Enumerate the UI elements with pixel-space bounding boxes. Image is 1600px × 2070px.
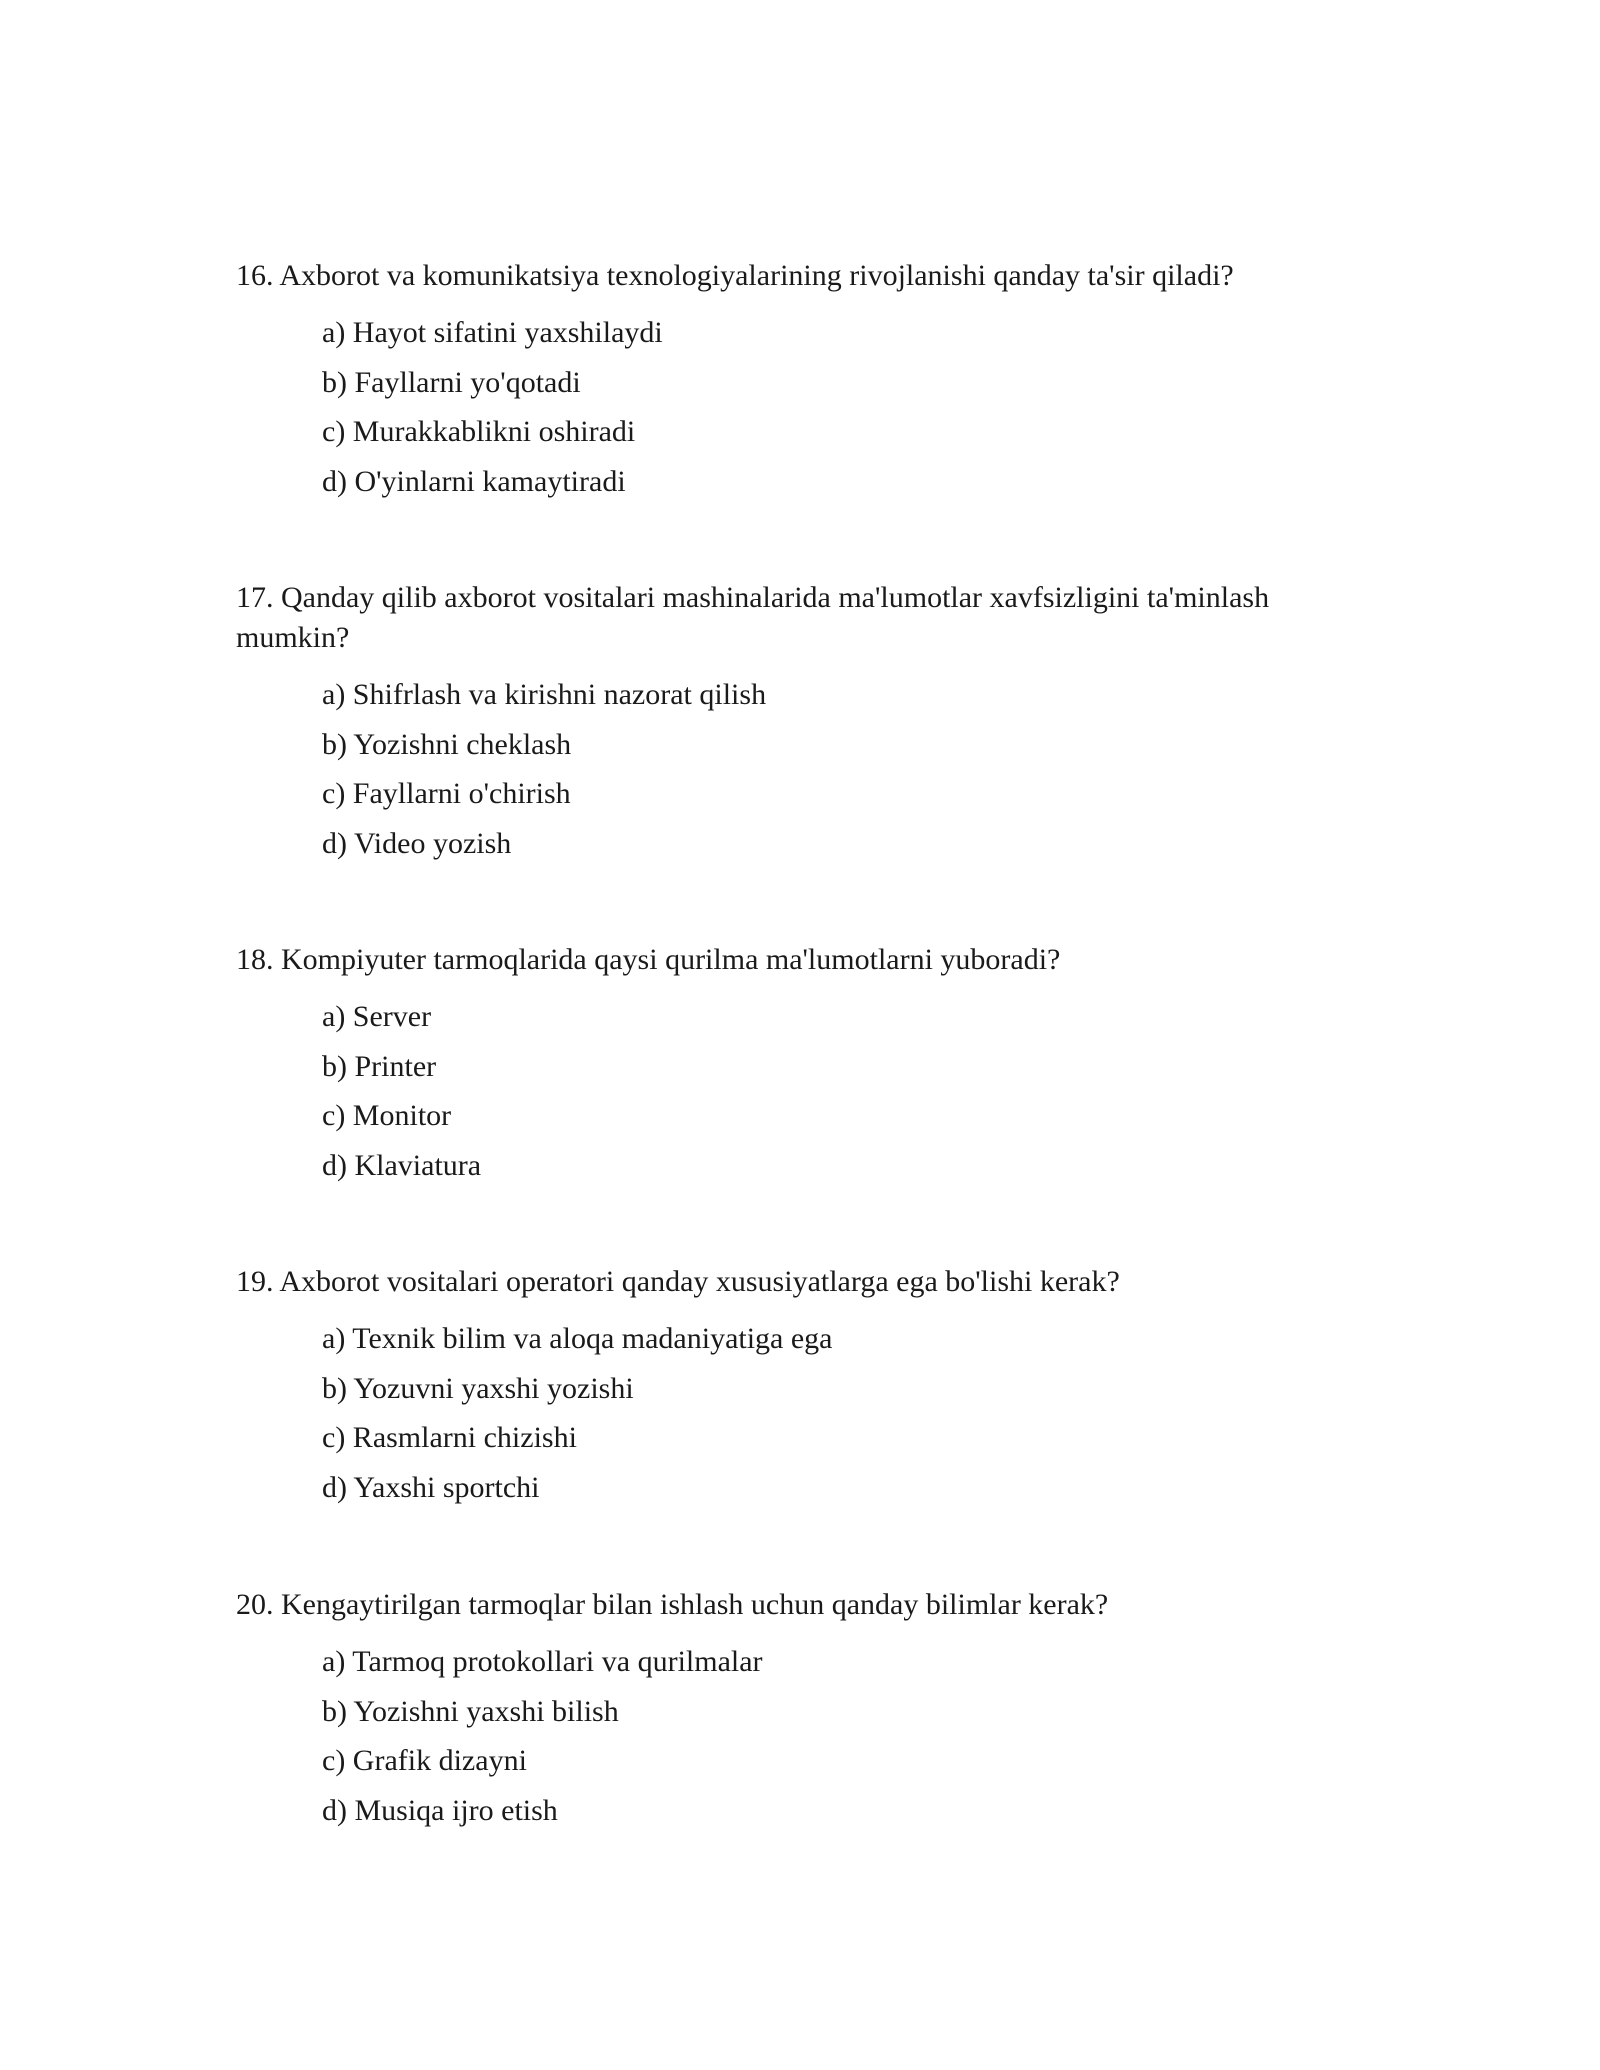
answer-option: a) Texnik bilim va aloqa madaniyatiga ega [322, 1322, 833, 1355]
answer-option: b) Yozuvni yaxshi yozishi [322, 1371, 634, 1405]
answer-option: d) Musiqa ijro etish [322, 1793, 558, 1827]
answer-options [236, 675, 1356, 873]
answer-option: c) Murakkablikni oshiradi [322, 415, 636, 448]
question-text: 19. Axborot vositalari operatori qanday xususiyatlarga ega bo'lishi kerak? [236, 1265, 1120, 1298]
question-17 [236, 578, 1356, 873]
question-16 [236, 256, 1356, 511]
answer-option: d) Video yozish [322, 826, 512, 860]
answer-options [236, 997, 1356, 1195]
question-20 [236, 1585, 1356, 1840]
answer-option: c) Monitor [322, 1099, 452, 1132]
question-text: 17. Qanday qilib axborot vositalari mashinalarida ma'lumotlar xavfsizligini ta'minlash mumkin? [236, 581, 1270, 654]
answer-option: b) Yozishni cheklash [322, 727, 572, 761]
answer-option: a) Server [322, 1000, 432, 1033]
answer-options [236, 313, 1356, 511]
answer-option: b) Printer [322, 1049, 437, 1083]
answer-option: b) Fayllarni yo'qotadi [322, 365, 581, 399]
question-text: 16. Axborot va komunikatsiya texnologiyalarining rivojlanishi qanday ta'sir qiladi? [236, 259, 1234, 292]
answer-option: a) Shifrlash va kirishni nazorat qilish [322, 678, 767, 711]
answer-option: d) Klaviatura [322, 1148, 482, 1182]
question-text: 18. Kompiyuter tarmoqlarida qaysi qurilma ma'lumotlarni yuboradi? [236, 943, 1061, 976]
answer-option: c) Rasmlarni chizishi [322, 1421, 577, 1454]
answer-option: c) Grafik dizayni [322, 1744, 527, 1777]
answer-option: b) Yozishni yaxshi bilish [322, 1694, 619, 1728]
question-text: 20. Kengaytirilgan tarmoqlar bilan ishlash uchun qanday bilimlar kerak? [236, 1588, 1109, 1621]
question-18 [236, 940, 1356, 1195]
answer-options [236, 1642, 1356, 1840]
question-19 [236, 1262, 1356, 1517]
answer-options [236, 1319, 1356, 1517]
answer-option: d) O'yinlarni kamaytiradi [322, 464, 626, 498]
answer-option: c) Fayllarni o'chirish [322, 777, 571, 810]
answer-option: a) Tarmoq protokollari va qurilmalar [322, 1645, 763, 1678]
answer-option: a) Hayot sifatini yaxshilaydi [322, 316, 663, 349]
answer-option: d) Yaxshi sportchi [322, 1470, 540, 1504]
